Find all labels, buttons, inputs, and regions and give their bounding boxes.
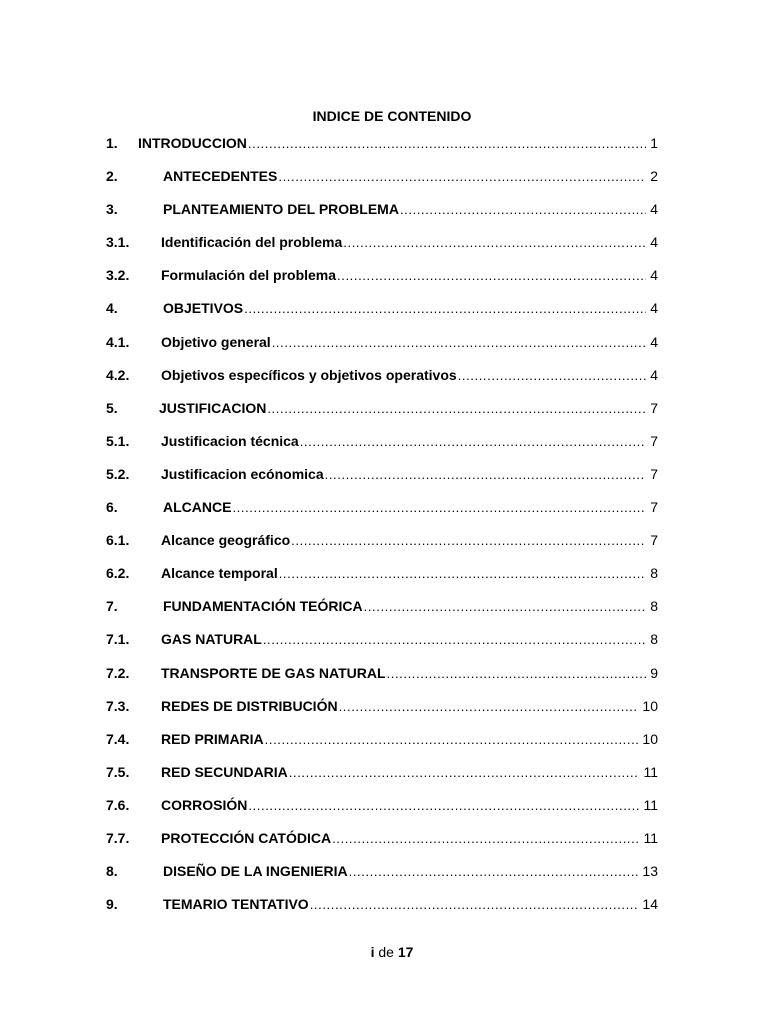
toc-dot-leader (291, 532, 646, 550)
toc-entry-page: 4 (650, 366, 658, 383)
toc-entry[interactable] (106, 630, 658, 663)
toc-entry-page: 7 (650, 465, 658, 482)
toc-entry-page: 4 (650, 201, 658, 218)
toc-entry-number: 6.2. (106, 565, 130, 582)
toc-entry-page: 4 (650, 300, 658, 317)
toc-entry-title: Formulación del problema (161, 267, 337, 284)
toc-entry[interactable] (106, 233, 658, 266)
toc-entry-number: 7.3. (106, 697, 130, 714)
toc-entry-page: 8 (650, 631, 658, 648)
toc-dot-leader (289, 764, 640, 782)
toc-dot-leader (337, 267, 646, 285)
toc-entry-number: 7.1. (106, 631, 130, 648)
toc-entry[interactable] (106, 796, 658, 829)
toc-entry-page: 8 (650, 565, 658, 582)
toc-entry-number: 4.1. (106, 333, 130, 350)
toc-entry-title: Objetivo general (161, 333, 271, 350)
toc-entry-page: 10 (642, 730, 658, 747)
toc-entry-number: 3.1. (106, 234, 130, 251)
toc-entry-title: GAS NATURAL (161, 631, 262, 648)
toc-entry-title: Objetivos específicos y objetivos operativos (161, 366, 457, 383)
toc-entry-title: REDES DE DISTRIBUCIÓN (161, 697, 338, 714)
page-footer (0, 943, 768, 961)
toc-entry-title: ALCANCE (163, 499, 232, 516)
toc-entry-title: TEMARIO TENTATIVO (163, 896, 309, 913)
toc-dot-leader (310, 896, 639, 914)
toc-dot-leader (272, 334, 647, 352)
toc-dot-leader (387, 665, 647, 683)
footer-total-pages: 17 (397, 944, 414, 960)
toc-dot-leader (263, 631, 646, 649)
toc-entry[interactable] (106, 167, 658, 200)
toc-entry-title: RED SECUNDARIA (161, 763, 288, 780)
toc-dot-leader (267, 400, 646, 418)
toc-dot-leader (343, 234, 646, 252)
toc-dot-leader (339, 698, 639, 716)
toc-entry[interactable] (106, 465, 658, 498)
toc-entry-page: 1 (650, 135, 658, 151)
toc-entry-title: ANTECEDENTES (163, 168, 278, 185)
footer-separator: de (378, 944, 394, 960)
toc-dot-leader (325, 466, 647, 484)
toc-entry-number: 7.4. (106, 730, 130, 747)
toc-entry-number: 5. (106, 399, 118, 416)
toc-entry-page: 7 (650, 399, 658, 416)
toc-entry[interactable] (106, 862, 658, 895)
toc-entry-page: 4 (650, 234, 658, 251)
toc-entry-title: Alcance geográfico (161, 532, 291, 549)
toc-entry-title: TRANSPORTE DE GAS NATURAL (161, 664, 386, 681)
toc-entry-title: Identificación del problema (161, 234, 343, 251)
toc-entry[interactable] (106, 399, 658, 432)
toc-entry-number: 5.1. (106, 432, 130, 449)
toc-entry-number: 6. (106, 499, 118, 516)
toc-dot-leader (248, 797, 639, 815)
toc-entry-number: 2. (106, 168, 118, 185)
toc-entry-title: RED PRIMARIA (161, 730, 264, 747)
toc-entry-number: 4.2. (106, 366, 130, 383)
toc-entry-title: OBJETIVOS (163, 300, 244, 317)
toc-entry-page: 11 (643, 829, 658, 846)
toc-entry-title: JUSTIFICACION (159, 399, 267, 416)
toc-dot-leader (332, 830, 639, 848)
toc-entry-number: 7.7. (106, 829, 130, 846)
toc-entry[interactable] (106, 134, 658, 167)
toc-dot-leader (300, 433, 646, 451)
toc-entry-number: 9. (106, 896, 118, 913)
toc-dot-leader (400, 201, 646, 219)
footer-current-page: i (370, 944, 375, 960)
toc-entry-number: 8. (106, 863, 118, 880)
toc-dot-leader (279, 565, 646, 583)
toc-entry-title: FUNDAMENTACIÓN TEÓRICA (163, 598, 363, 615)
toc-dot-leader (364, 598, 647, 616)
toc-entry-number: 5.2. (106, 465, 130, 482)
toc-entry-number: 7.2. (106, 664, 130, 681)
toc-entry-title: Justificacion técnica (161, 432, 299, 449)
toc-entry-number: 7. (106, 598, 118, 615)
toc-entry-title: CORROSIÓN (161, 796, 248, 813)
table-of-contents (106, 134, 658, 928)
toc-entry-page: 11 (643, 796, 658, 813)
toc-entry[interactable] (106, 200, 658, 233)
toc-entry-page: 2 (650, 168, 658, 185)
toc-entry[interactable] (106, 829, 658, 862)
toc-entry[interactable] (106, 597, 658, 630)
toc-entry[interactable] (106, 498, 658, 531)
toc-entry-title: INTRODUCCION (138, 135, 247, 151)
toc-entry[interactable] (106, 266, 658, 299)
toc-entry-page: 14 (642, 896, 658, 913)
toc-entry-title: PROTECCIÓN CATÓDICA (161, 829, 332, 846)
toc-entry-page: 11 (643, 763, 658, 780)
toc-entry-page: 7 (650, 499, 658, 516)
toc-dot-leader (244, 300, 646, 318)
toc-entry-title: Justificacion ecónomica (161, 465, 324, 482)
toc-entry-page: 9 (650, 664, 658, 681)
toc-entry[interactable] (106, 531, 658, 564)
toc-entry-title: DISEÑO DE LA INGENIERIA (163, 863, 348, 880)
toc-entry-number: 3.2. (106, 267, 130, 284)
toc-entry-page: 4 (650, 267, 658, 284)
toc-entry-number: 7.5. (106, 763, 130, 780)
toc-entry-number: 4. (106, 300, 118, 317)
toc-dot-leader (278, 168, 646, 186)
toc-entry[interactable] (106, 432, 658, 465)
toc-entry[interactable] (106, 730, 658, 763)
toc-entry-title: Alcance temporal (161, 565, 278, 582)
toc-title: INDICE DE CONTENIDO (312, 108, 472, 124)
toc-entry[interactable] (106, 697, 658, 730)
toc-entry-number: 3. (106, 201, 118, 218)
toc-dot-leader (458, 367, 647, 385)
toc-dot-leader (232, 499, 646, 517)
toc-dot-leader (265, 731, 639, 749)
toc-entry[interactable] (106, 564, 658, 597)
toc-entry-page: 13 (642, 863, 658, 880)
toc-entry[interactable] (106, 299, 658, 332)
toc-entry[interactable] (106, 664, 658, 697)
toc-entry-page: 4 (650, 333, 658, 350)
toc-entry[interactable] (106, 895, 658, 928)
toc-entry-page: 8 (650, 598, 658, 615)
toc-entry-number: 1. (106, 135, 118, 151)
toc-entry-page: 7 (650, 432, 658, 449)
toc-dot-leader (248, 135, 646, 153)
toc-entry[interactable] (106, 763, 658, 796)
toc-entry-page: 7 (650, 532, 658, 549)
toc-entry-page: 10 (642, 697, 658, 714)
toc-entry[interactable] (106, 366, 658, 399)
toc-dot-leader (349, 863, 639, 881)
toc-entry[interactable] (106, 333, 658, 366)
toc-entry-number: 6.1. (106, 532, 130, 549)
toc-entry-title: PLANTEAMIENTO DEL PROBLEMA (163, 201, 399, 218)
toc-entry-number: 7.6. (106, 796, 130, 813)
